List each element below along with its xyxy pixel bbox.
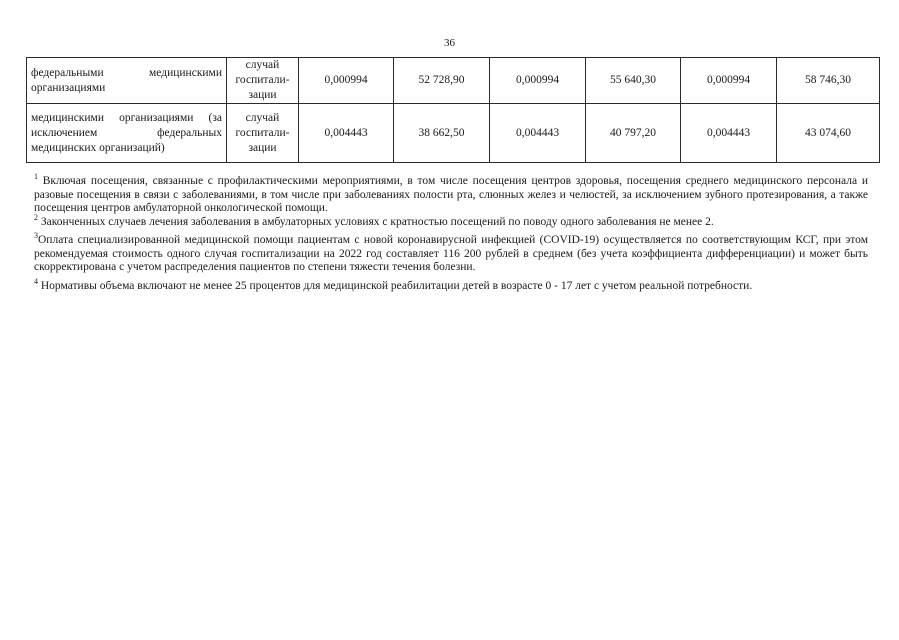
value-cell: 55 640,30 (586, 58, 681, 104)
value-cell: 52 728,90 (394, 58, 490, 104)
footnote-mark: 3 (34, 231, 38, 241)
footnote-text: Законченных случаев лечения заболевания в амбулаторных условиях с кратностью посещений по поводу одного заболевания не менее 2. (40, 215, 714, 228)
footnote-text: Нормативы объема включают не менее 25 процентов для медицинской реабилитации детей в возрасте 0 - 17 лет с учетом реальной потребности. (40, 279, 753, 292)
footnote-2 (34, 212, 868, 230)
footnote-3 (34, 231, 868, 275)
footnote-mark: 4 (34, 276, 38, 286)
footnote-mark: 1 (34, 172, 38, 182)
value-cell: 38 662,50 (394, 104, 490, 163)
norms-table (26, 57, 880, 163)
value-cell: 58 746,30 (777, 58, 880, 104)
page-number: 36 (444, 37, 455, 49)
value-cell: 0,000994 (299, 58, 394, 104)
row-name-cell: федеральными медицинскими организациями (27, 58, 227, 104)
value-cell: 0,000994 (681, 58, 777, 104)
footnote-text: Включая посещения, связанные с профилактическими мероприятиями, в том числе посещения центров здоровья, посещения среднего медицинского персонала и разовые посещения в связи с заболеваниями, в том числе при заболеваниях полости рта, слюнных желез и челюстей, за исключением зубного протезирования, а также посещения центров амбулаторной онкологической помощи. (34, 175, 868, 214)
footnote-1 (34, 172, 868, 216)
value-cell: 0,000994 (490, 58, 586, 104)
unit-cell: случай госпитали-зации (227, 104, 299, 163)
footnote-mark: 2 (34, 212, 38, 222)
row-name-cell: медицинскими организациями (за исключением федеральных медицинских организаций) (27, 104, 227, 163)
table-row (27, 58, 880, 104)
footnotes (34, 172, 868, 293)
footnote-text: Оплата специализированной медицинской помощи пациентам с новой коронавирусной инфекцией (COVID-19) осуществляется по соответствующим КСГ, при этом рекомендуемая стоимость одного случая госпитализации на 2022 год составляет 116 200 рублей в среднем (без учета коэффициента дифференциации) и может быть скорректирована с учетом распределения пациентов по степени тяжести течения болезни. (34, 234, 868, 273)
unit-cell: случай госпитали-зации (227, 58, 299, 104)
table-row (27, 104, 880, 163)
value-cell: 40 797,20 (586, 104, 681, 163)
value-cell: 0,004443 (681, 104, 777, 163)
footnote-4 (34, 276, 868, 294)
value-cell: 0,004443 (299, 104, 394, 163)
value-cell: 43 074,60 (777, 104, 880, 163)
value-cell: 0,004443 (490, 104, 586, 163)
